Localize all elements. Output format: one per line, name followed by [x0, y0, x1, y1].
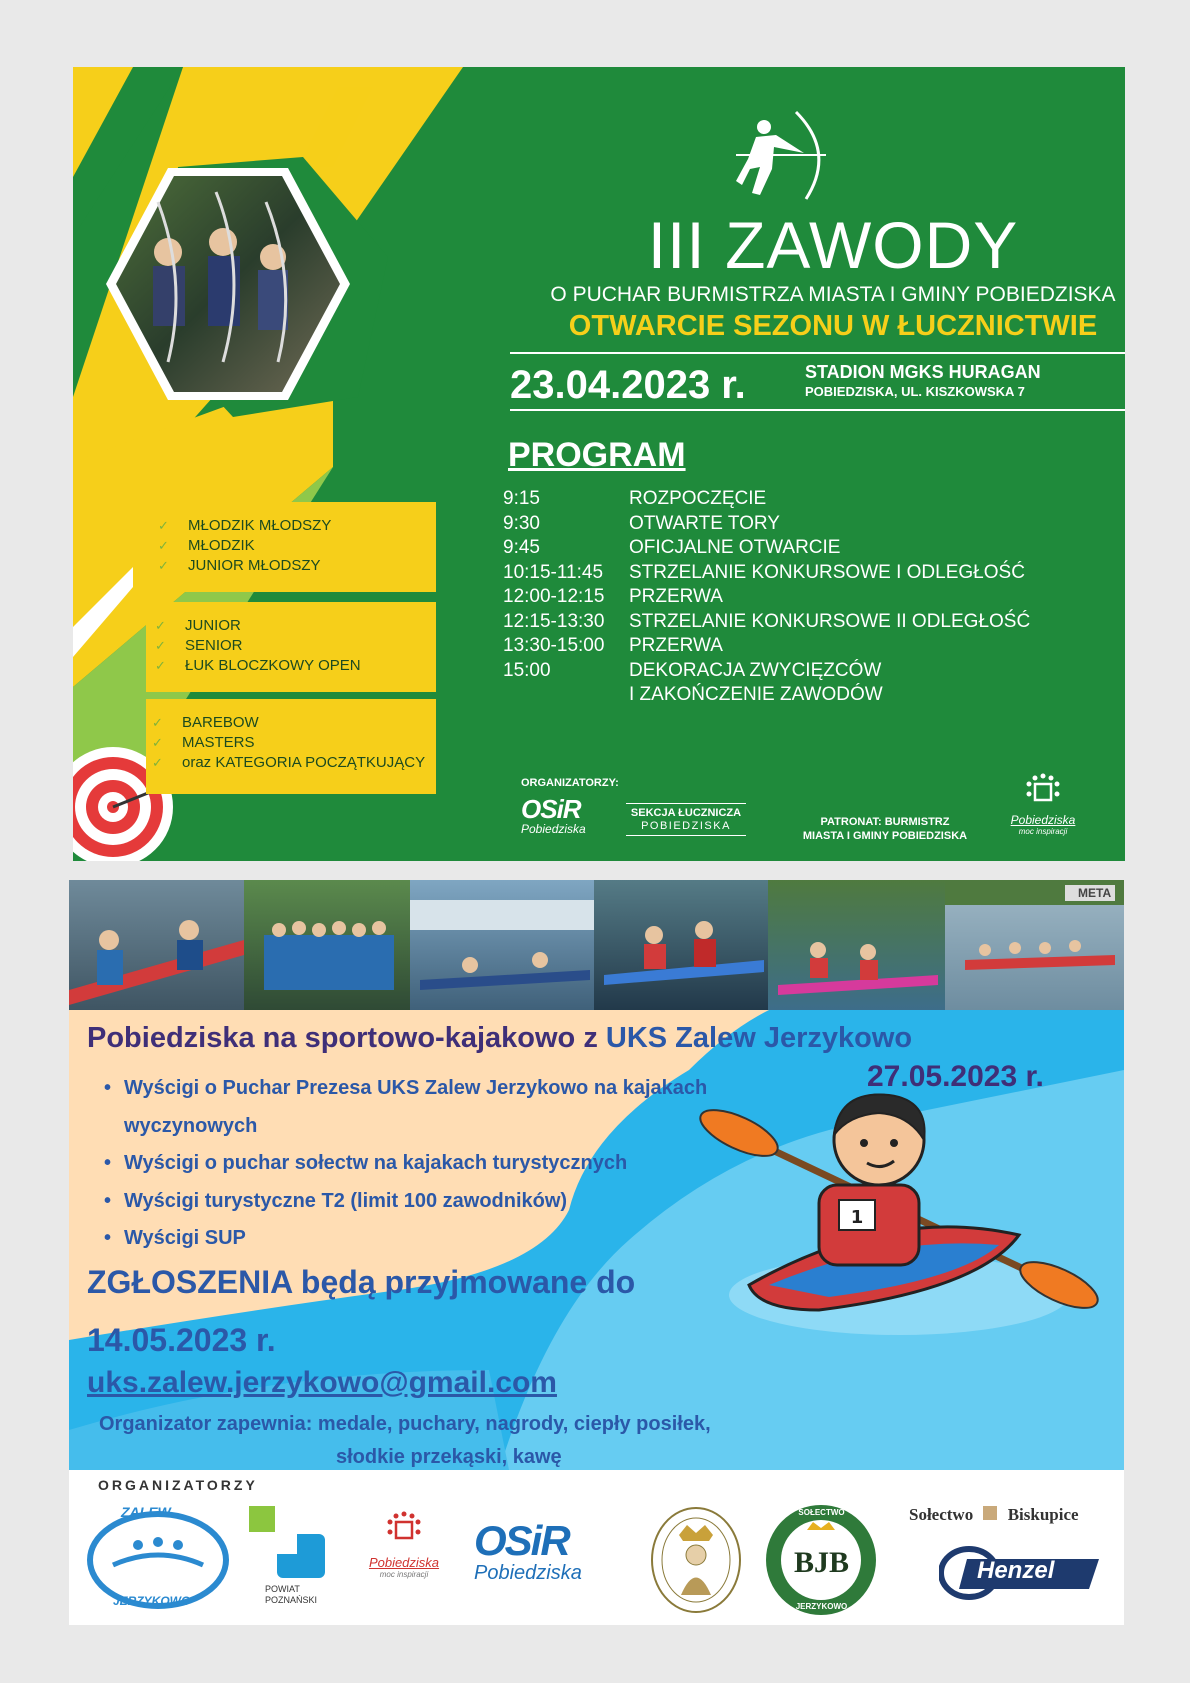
kayaker-illustration-icon — [689, 1085, 1109, 1355]
zalew-jerzykowo-logo: ZALEW JERZYKOWO — [83, 1500, 233, 1620]
paddlers-photo — [594, 880, 768, 1010]
category-box — [146, 699, 436, 794]
event-subtitle: O PUCHAR BURMISTRZA MIASTA I GMINY POBIEDZISKA — [550, 283, 1116, 306]
event-venue — [805, 363, 1041, 401]
program-row: 9:45 OFICJALNE OTWARCIE — [503, 537, 841, 558]
event-date: 23.04.2023 r. — [510, 363, 746, 407]
divider — [510, 409, 1125, 411]
organizers-heading: ORGANIZATORZY — [98, 1477, 258, 1493]
check-icon: ✓ — [158, 558, 169, 573]
category-item: ✓ MŁODZIK — [158, 537, 255, 554]
program-row: 10:15-11:45 STRZELANIE KONKURSOWE I ODLEGŁOŚĆ — [503, 561, 1025, 583]
list-item: • Wyścigi o Puchar Prezesa UKS Zalew Jerzykowo na kajakach — [104, 1077, 708, 1099]
club-name: UKS Zalew Jerzykowo — [605, 1022, 913, 1054]
pobiedziska-emblem-icon — [384, 1510, 424, 1550]
powiat-poznanski-logo: POWIAT POZNAŃSKI — [249, 1500, 339, 1620]
race-photo — [410, 880, 594, 1010]
program-row: I ZAKOŃCZENIE ZAWODÓW — [629, 684, 883, 705]
program-row: 12:00-12:15 PRZERWA — [503, 586, 723, 607]
archery-section-logo: SEKCJA ŁUCZNICZA POBIEDZISKA — [626, 803, 746, 836]
school-emblem-icon — [649, 1505, 744, 1615]
kayak-title: Pobiedziska na sportowo-kajakowo z UKS Zalew Jerzykowo — [87, 1022, 913, 1054]
category-item: ✓ SENIOR — [155, 637, 243, 654]
solectwo-biskupice-logo: Sołectwo Biskupice — [909, 1505, 1079, 1524]
list-item: wyczynowych — [124, 1114, 258, 1137]
osir-pobiedziska-logo: OSiR Pobiedziska — [474, 1517, 582, 1584]
venue-name: STADION MGKS HURAGAN — [805, 362, 1041, 382]
pobiedziska-logo: Pobiedziska moc inspiracji — [1001, 772, 1085, 836]
check-icon: ✓ — [152, 735, 163, 750]
race-list — [104, 1070, 707, 1258]
kids-kayak-photo — [768, 880, 945, 1010]
list-item: • Wyścigi o puchar sołectw na kajakach turystycznych — [104, 1152, 628, 1174]
program-list — [503, 487, 1030, 708]
pobiedziska-logo: Pobiedziska moc inspiracji — [359, 1510, 449, 1610]
pobiedziska-emblem-icon — [1023, 772, 1063, 808]
divider — [510, 352, 1125, 354]
season-opening: OTWARCIE SEZONU W ŁUCZNICTWIE — [568, 310, 1098, 342]
solectwo-jerzykowo-logo: BJB SOŁECTWO JERZYKOWO — [759, 1500, 884, 1620]
category-box — [146, 602, 436, 692]
patronage-text: PATRONAT: BURMISTRZ MIASTA I GMINY POBIEDZISKA — [802, 816, 968, 842]
organizers-label: ORGANIZATORZY: — [521, 777, 619, 789]
archery-poster — [73, 67, 1125, 861]
category-item: ✓ MŁODZIK MŁODSZY — [158, 517, 332, 534]
kayak-poster — [69, 880, 1124, 1625]
check-icon: ✓ — [152, 715, 163, 730]
list-item: • Wyścigi SUP — [104, 1227, 246, 1249]
check-icon: ✓ — [155, 638, 166, 653]
finish-sign: META — [1078, 886, 1112, 900]
archer-icon — [726, 107, 836, 202]
check-icon: ✓ — [155, 658, 166, 673]
bib-number: 1 — [850, 1207, 864, 1228]
category-item: ✓ MASTERS — [152, 734, 255, 751]
category-item: ✓ JUNIOR MŁODSZY — [158, 557, 321, 574]
team-photo — [244, 880, 410, 1010]
kayak-date: 27.05.2023 r. — [867, 1060, 1044, 1093]
program-row: 9:15 ROZPOCZĘCIE — [503, 488, 767, 509]
program-row: 15:00 DEKORACJA ZWYCIĘZCÓW — [503, 659, 882, 681]
list-item: • Wyścigi turystyczne T2 (limit 100 zawodników) — [104, 1189, 568, 1212]
check-icon: ✓ — [155, 618, 166, 633]
category-item: ✓ JUNIOR — [155, 617, 241, 634]
category-item: ✓ ŁUK BLOCZKOWY OPEN — [155, 657, 361, 674]
check-icon: ✓ — [152, 755, 163, 770]
archers-photo — [98, 162, 358, 407]
event-title: III ZAWODY — [647, 208, 1019, 282]
program-heading: PROGRAM — [508, 436, 686, 474]
contact-email-link[interactable]: uks.zalew.jerzykowo@gmail.com — [87, 1366, 557, 1399]
finish-photo — [945, 880, 1124, 1010]
program-row: 12:15-13:30 STRZELANIE KONKURSOWE II ODLEGŁOŚĆ — [503, 610, 1031, 632]
program-row: 9:30 OTWARTE TORY — [503, 512, 780, 534]
program-row: 13:30-15:00 PRZERWA — [503, 635, 723, 656]
kayak-photo — [69, 880, 244, 1010]
henzel-logo: Henzel — [939, 1545, 1099, 1600]
check-icon: ✓ — [158, 518, 169, 533]
osir-logo: OSiR Pobiedziska — [521, 794, 586, 836]
organizer-provides: Organizator zapewnia: medale, puchary, nagrody, ciepły posiłek, słodkie przekąski, kawę — [99, 1413, 711, 1468]
venue-address: POBIEDZISKA, UL. KISZKOWSKA 7 — [805, 384, 1025, 399]
registration-deadline: ZGŁOSZENIA będą przyjmowane do 14.05.2023 r. — [87, 1264, 636, 1358]
category-box — [146, 502, 436, 592]
category-item: ✓ oraz KATEGORIA POCZĄTKUJĄCY — [152, 754, 426, 771]
check-icon: ✓ — [158, 538, 169, 553]
category-item: ✓ BAREBOW — [152, 714, 259, 731]
